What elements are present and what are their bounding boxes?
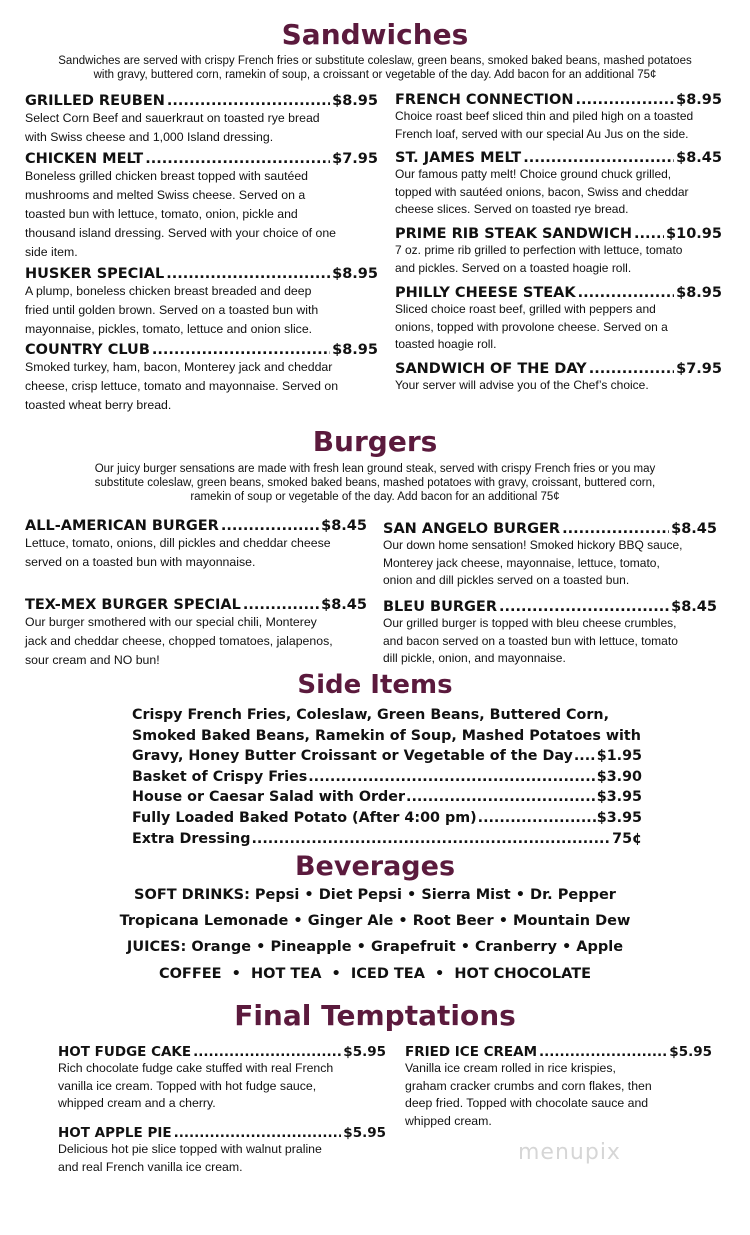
item-price: $3.90 [596,768,642,785]
item-price: $3.95 [596,809,642,826]
intro-line: Sandwiches are served with crispy French fries or substitute coleslaw, green beans, smoked baked beans, mashed potatoes [58,55,692,67]
item-price: $8.45 [321,518,367,534]
item-price: $3.95 [596,789,642,806]
menu-item-hot-apple-pie: HOT APPLE PIE ..... $5.95 Delicious hot pie slice topped with walnut praline and real French vanilla ice cream. [58,1125,386,1176]
item-price: $7.95 [332,151,378,167]
menu-item-san-angelo-burger: SAN ANGELO BURGER ..... $8.45 Our down home sensation! Smoked hickory BBQ sauce, Monterey jack cheese, mayonnaise, lettuce, tomato, onion and dill pickles served on a toasted bun. [383,521,717,590]
beverage-line: COFFEE • HOT TEA • ICED TEA • HOT CHOCOLATE [158,966,592,982]
menu-item-fried-ice-cream: FRIED ICE CREAM ..... $5.95 Vanilla ice cream rolled in rice krispies, graham cracker crumbs and corn flakes, then deep fried. Topped with chocolate sauce and whipped cream. [405,1044,712,1130]
item-price: $8.45 [671,521,717,537]
menu-item-prime-rib-steak-sandwich: PRIME RIB STEAK SANDWICH ..... $10.95 7 oz. prime rib grilled to perfection with lettuce, tomato and pickles. Served on a toasted hoagie roll. [395,226,722,277]
item-name: TEX-MEX BURGER SPECIAL [25,597,241,613]
item-price: $5.95 [669,1044,712,1060]
item-price: $8.95 [676,285,722,301]
menu-item-husker-special: HUSKER SPECIAL ..... $8.95 A plump, boneless chicken breast breaded and deep fried until golden brown. Served on a toasted bun with mayonnaise, pickles, tomato, lettuce and onion slice. [25,266,378,339]
intro-line: with gravy, buttered corn, ramekin of soup, a croissant or vegetable of the day. Add bacon for an additional 75¢ [93,69,657,81]
burgers-title: Burgers [312,425,438,458]
item-name: PHILLY CHEESE STEAK [395,285,576,301]
burgers-intro [40,462,710,504]
item-name: HUSKER SPECIAL [25,266,165,282]
item-name: COUNTRY CLUB [25,342,150,358]
item-name: SANDWICH OF THE DAY [395,361,587,377]
menu-item-st-james-melt: ST. JAMES MELT ..... $8.45 Our famous patty melt! Choice ground chuck grilled, topped with sautéed onions, bacon, Swiss and cheddar cheese slices. Served on toasted rye bread. [395,150,722,219]
side-item: Fully Loaded Baked Potato (After 4:00 pm) ..... $3.95 [132,808,642,829]
side-item: House or Caesar Salad with Order ..... $3.95 [132,787,642,808]
item-price: $8.95 [332,342,378,358]
menu-item-tex-mex-burger-special: TEX-MEX BURGER SPECIAL ..... $8.45 Our burger smothered with our special chili, Monterey jack and cheddar cheese, chopped tomatoes, jalapenos, sour cream and NO bun! [25,597,367,670]
menu-item-bleu-burger: BLEU BURGER ..... $8.45 Our grilled burger is topped with bleu cheese crumbles, and bacon served on a toasted bun with lettuce, tomato dill pickle, onion, and mayonnaise. [383,599,717,668]
intro-line: Our juicy burger sensations are made with fresh lean ground steak, served with crispy French fries or you may [94,463,656,475]
item-name: BLEU BURGER [383,599,497,615]
sandwiches-title: Sandwiches [281,18,469,51]
sandwiches-intro [20,54,730,82]
beverages-title: Beverages [294,851,456,882]
item-name: ALL-AMERICAN BURGER [25,518,219,534]
item-price: $8.45 [321,597,367,613]
menu-item-country-club: COUNTRY CLUB ..... $8.95 Smoked turkey, ham, bacon, Monterey jack and cheddar cheese, crisp lettuce, tomato and mayonnaise. Served on toasted wheat berry bread. [25,342,378,415]
side-item: Extra Dressing ..... 75¢ [132,829,642,850]
menu-item-hot-fudge-cake: HOT FUDGE CAKE ..... $5.95 Rich chocolate fudge cake stuffed with real French vanilla ice cream. Topped with hot fudge sauce, whipped cream and a cherry. [58,1044,386,1113]
menu-item-french-connection: FRENCH CONNECTION ..... $8.95 Choice roast beef sliced thin and piled high on a toasted French loaf, served with our special Au Jus on the side. [395,92,722,143]
menu-item-all-american-burger: ALL-AMERICAN BURGER ..... $8.45 Lettuce, tomato, onions, dill pickles and cheddar cheese served on a toasted bun with mayonnaise. [25,518,367,572]
intro-line: ramekin of soup or vegetable of the day. Add bacon for an additional 75¢ [190,491,560,503]
item-name: GRILLED REUBEN [25,93,165,109]
item-name: PRIME RIB STEAK SANDWICH [395,226,632,242]
beverage-line: SOFT DRINKS: Pepsi • Diet Pepsi • Sierra Mist • Dr. Pepper [134,887,616,903]
item-name: CHICKEN MELT [25,151,144,167]
item-price: $8.95 [676,92,722,108]
menu-item-chicken-melt: CHICKEN MELT ..... $7.95 Boneless grilled chicken breast topped with sautéed mushrooms and melted Swiss cheese. Served on a toasted bun with lettuce, tomato, onion, pickle and thousand island dressing. Served with your choice of one side item. [25,151,378,262]
menu-item-sandwich-of-the-day: SANDWICH OF THE DAY ..... $7.95 Your server will advise you of the Chef’s choice. [395,361,722,395]
item-name: SAN ANGELO BURGER [383,521,561,537]
item-name: HOT APPLE PIE [58,1125,172,1141]
item-price: $8.95 [332,93,378,109]
item-name: ST. JAMES MELT [395,150,522,166]
side-items-title: Side Items [297,670,453,700]
item-price: $1.95 [596,748,642,765]
side-list-line: Smoked Baked Beans, Ramekin of Soup, Mashed Potatoes with [132,727,641,744]
side-list-line: Gravy, Honey Butter Croissant or Vegetable of the Day ..... $1.95 [132,746,642,767]
beverage-line: JUICES: Orange • Pineapple • Grapefruit • Cranberry • Apple [126,939,624,955]
item-price: $5.95 [343,1044,386,1060]
menu-item-philly-cheese-steak: PHILLY CHEESE STEAK ..... $8.95 Sliced choice roast beef, grilled with peppers and onions, topped with provolone cheese. Served on a toasted hoagie roll. [395,285,722,354]
side-list-line: Crispy French Fries, Coleslaw, Green Beans, Buttered Corn, [132,707,610,723]
item-name: FRIED ICE CREAM [405,1044,538,1060]
item-price: $5.95 [343,1125,386,1141]
menu-item-grilled-reuben: GRILLED REUBEN ..... $8.95 Select Corn Beef and sauerkraut on toasted rye bread with Swiss cheese and 1,000 Island dressing. [25,93,378,147]
item-price: $8.95 [332,266,378,282]
item-price: $7.95 [676,361,722,377]
watermark: menupix [518,1140,621,1165]
side-item: Basket of Crispy Fries ..... $3.90 [132,767,642,788]
item-price: $8.45 [671,599,717,615]
desserts-title: Final Temptations [234,999,516,1032]
item-price: $10.95 [666,226,722,242]
item-name: HOT FUDGE CAKE [58,1044,192,1060]
item-price: $8.45 [676,150,722,166]
intro-line: substitute coleslaw, green beans, smoked baked beans, mashed potatoes with gravy, croissant, buttered corn, [94,477,656,489]
beverage-line: Tropicana Lemonade • Ginger Ale • Root Beer • Mountain Dew [119,913,631,929]
item-name: FRENCH CONNECTION [395,92,574,108]
item-price: 75¢ [612,830,642,847]
side-items-list [132,705,642,849]
